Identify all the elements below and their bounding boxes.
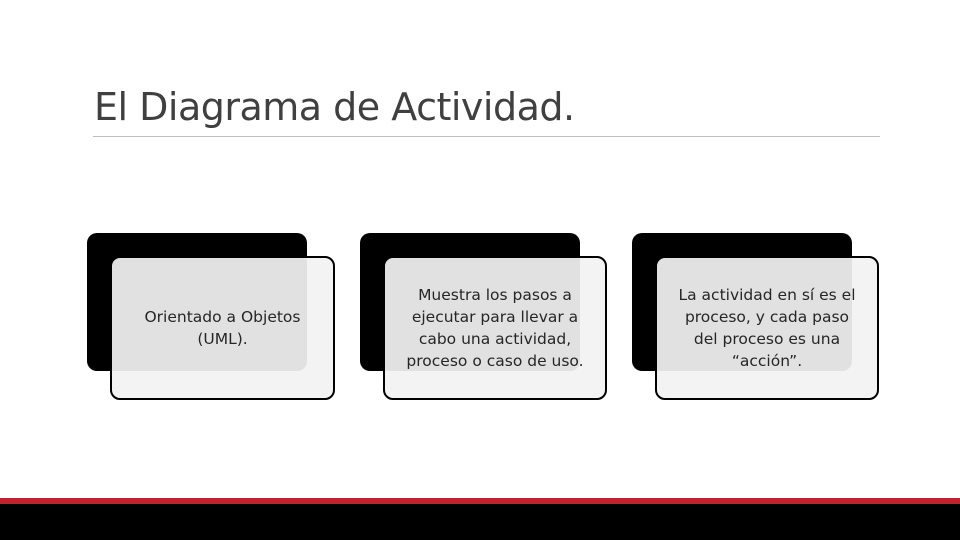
slide-title: El Diagrama de Actividad. [94,85,575,129]
card-group-3 [632,233,880,399]
card-group-1 [87,233,335,399]
card-2 [383,256,607,400]
card-3 [655,256,879,400]
footer-band [0,504,960,540]
card-1 [110,256,335,400]
card-3-text: La actividad en sí es el proceso, y cada paso del proceso es una “acción”. [678,286,856,370]
card-group-2 [360,233,608,399]
card-1-text: Orientado a Objetos (UML). [144,308,301,348]
card-2-text: Muestra los pasos a ejecutar para llevar a cabo una actividad, proceso o caso de uso. [406,286,584,370]
title-divider [93,136,880,137]
